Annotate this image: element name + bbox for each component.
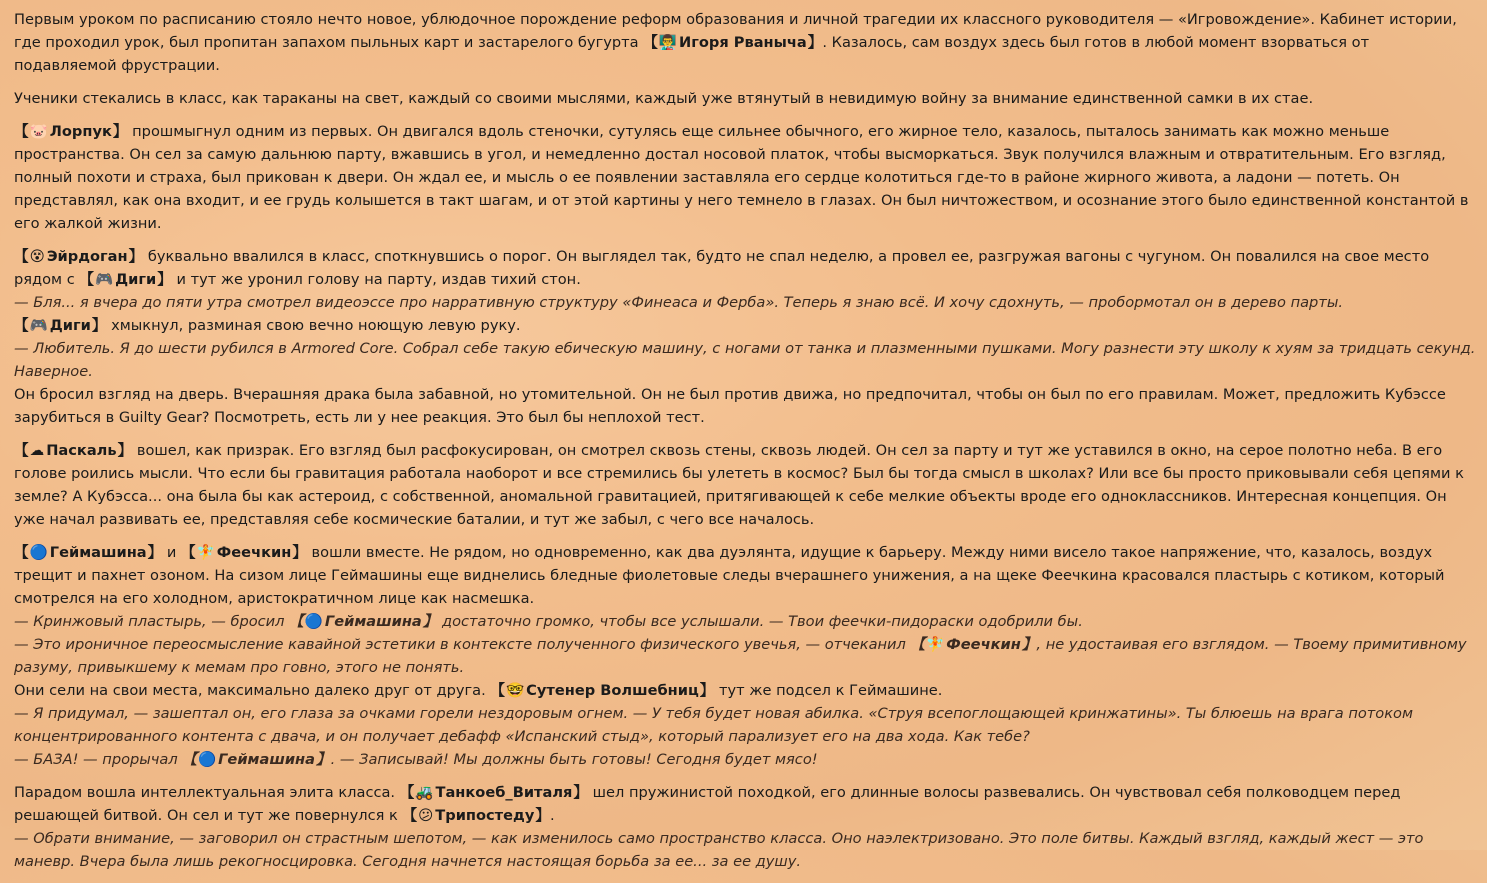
text-run: хмыкнул, разминая свою вечно ноющую левую руку. — [106, 317, 521, 334]
character-name: Диги — [115, 271, 157, 288]
nerd-face-icon: 🤓 — [505, 682, 525, 699]
paragraph — [14, 439, 1476, 531]
bracket-open: 【 — [14, 317, 29, 334]
text-run: Первым уроком по расписанию стояло нечто новое, ублюдочное порождение реформ образования и личной трагедии их классного руководителя — «Игровождение». Кабинет истории, где проходил урок, был пропитан запахом пыльных карт и застарелого бугурта — [14, 11, 1457, 51]
story-text — [14, 8, 1476, 883]
character-name: Геймашина — [49, 544, 147, 561]
character-name: Паскаль — [46, 442, 117, 459]
character-tag — [79, 271, 171, 288]
text-run: — БАЗА! — прорычал — [14, 751, 183, 768]
bracket-close: 】 — [315, 751, 331, 768]
narration-line — [14, 314, 1476, 337]
dialogue-line — [14, 291, 1476, 314]
text-run: . Казалось, сам воздух здесь был готов в любой момент взорваться от подавляемой фрустрации. — [14, 34, 1370, 74]
narration-line — [14, 781, 1476, 827]
character-tag — [181, 544, 307, 561]
paragraph-group — [14, 781, 1476, 873]
text-run: — Кринжовый пластырь, — бросил — [14, 613, 290, 630]
character-tag — [14, 442, 132, 459]
fairy-icon: 🧚 — [196, 544, 215, 561]
character-tag — [14, 317, 106, 334]
bracket-open: 【 — [182, 751, 197, 768]
character-tag — [402, 807, 549, 824]
gamepad-icon: 🎮 — [94, 271, 114, 288]
bracket-open: 【 — [79, 271, 94, 288]
bracket-close: 】 — [292, 544, 307, 561]
bracket-open: 【 — [643, 34, 658, 51]
text-run: , не удостаивая его взглядом. — Твоему примитивному разуму, привыкшему к мемам про говно, этого не понять. — [14, 636, 1467, 676]
character-name: Игоря Рваныча — [679, 34, 807, 51]
text-run: буквально ввалился в класс, споткнувшись о порог. Он выглядел так, будто не спал неделю, а провел ее, разгружая вагоны с чугуном. Он повалился на свое место рядом с — [14, 248, 1430, 288]
tank-icon: 🚜 — [415, 784, 434, 801]
narration-line — [14, 383, 1476, 429]
character-name: Геймашина — [324, 613, 422, 630]
text-run: прошмыгнул одним из первых. Он двигался вдоль стеночки, сутулясь еще сильнее обычного, его жирное тело, казалось, пыталось занимать как можно меньше пространства. Он сел за самую дальнюю парту, вжавшись в угол, и немедленно достал носовой платок, чтобы высморкаться. Звук получился влажным и отвратительным. Его взгляд, полный похоти и страха, был прикован к двери. Он ждал ее, и мысль о ее появлении заставляла его сердце колотиться где-то в районе жирного живота, а ладони — потеть. Он представлял, как она входит, и ее грудь колышется в такт шагам, и от этой картины у него темнело в глазах. Он был ничтожеством, и осознание этого было единственной константой в его жалкой жизни. — [14, 123, 1469, 232]
text-run: — Это ироничное переосмысление кавайной эстетики в контексте полученного физического увечья, — отчеканил — [14, 636, 911, 653]
bracket-close: 】 — [128, 248, 144, 265]
bracket-open: 【 — [910, 636, 926, 653]
text-run: тут же подсел к Геймашине. — [714, 682, 943, 699]
character-name: Лорпук — [49, 123, 112, 140]
blue-circle-icon: 🔵 — [29, 544, 48, 561]
text-run: . — Записывай! Мы должны быть готовы! Сегодня будет мясо! — [330, 751, 818, 768]
bracket-close: 】 — [112, 123, 128, 140]
dizzy-face-icon: 😵 — [29, 248, 45, 265]
bracket-open: 【 — [402, 807, 418, 824]
bracket-open: 【 — [14, 442, 29, 459]
bracket-close: 】 — [699, 682, 715, 699]
character-tag — [289, 613, 437, 630]
text-run: достаточно громко, чтобы все услышали. — Твои феечки-пидораски одобрили бы. — [437, 613, 1083, 630]
bracket-open: 【 — [14, 248, 29, 265]
character-tag — [182, 751, 330, 768]
character-tag — [14, 248, 143, 265]
paragraph-group — [14, 245, 1476, 429]
paragraph-group — [14, 541, 1476, 771]
text-run: шел пружинистой походкой, его длинные волосы развевались. Он чувствовал себя полководцем перед решающей битвой. Он сел и тут же повернулся к — [14, 784, 1401, 824]
bracket-open: 【 — [14, 544, 29, 561]
text-run: и тут же уронил голову на парту, издав тихий стон. — [171, 271, 581, 288]
text-run: Он бросил взгляд на дверь. Вчерашняя драка была забавной, но утомительной. Он не был против движа, но предпочитал, чтобы он был по его правилам. Может, предложить Кубэссе зарубиться в Guilty Gear? Посмотреть, есть ли у нее реакция. Это был бы неплохой тест. — [14, 386, 1446, 426]
bracket-close: 】 — [157, 271, 172, 288]
narration-line — [14, 245, 1476, 291]
dialogue-line — [14, 633, 1476, 679]
bracket-close: 】 — [147, 544, 163, 561]
bracket-close: 】 — [807, 34, 823, 51]
paragraph — [14, 120, 1476, 235]
text-run: Они сели на свои места, максимально далеко друг от друга. — [14, 682, 491, 699]
character-tag — [14, 544, 162, 561]
character-tag — [643, 34, 822, 51]
text-run: — Обрати внимание, — заговорил он страстным шепотом, — как изменилось само пространство класса. Оно наэлектризовано. Это поле битвы. Каждый взгляд, каждый жест — это маневр. Вчера была лишь рекогносцировка. Сегодня начнется настоящая борьба за ее... за ее душу. — [14, 830, 1424, 870]
character-tag — [400, 784, 588, 801]
text-run: и — [162, 544, 182, 561]
character-name: Эйрдоган — [46, 248, 128, 265]
narration-line — [14, 541, 1476, 610]
fairy-icon: 🧚 — [926, 636, 945, 653]
dialogue-line — [14, 827, 1476, 873]
text-run: . — [549, 807, 555, 824]
character-name: Феечкин — [946, 636, 1021, 653]
paragraph — [14, 87, 1476, 110]
blue-circle-icon: 🔵 — [304, 613, 323, 630]
character-name: Трипостеду — [435, 807, 535, 824]
character-tag — [911, 636, 1037, 653]
text-run: вошел, как призрак. Его взгляд был расфокусирован, он смотрел сквозь стены, сквозь людей. Он сел за парту и тут же уставился в окно, на серое полотно неба. В его голове роились мысли. Что если бы гравитация работала наоборот и все стремились бы улететь в космос? Был бы тогда смысл в школах? Или все бы просто приковывали себя цепями к земле? А Кубэсса... она была бы как астероид, с собственной, аномальной гравитацией, притягивающей к себе мелкие объекты вроде его одноклассников. Интересная концепция. Он уже начал развивать ее, представляя себе космические баталии, и тут же забыл, с чего все началось. — [14, 442, 1464, 528]
character-name: Геймашина — [218, 751, 315, 768]
text-run: — Бля... я вчера до пяти утра смотрел видеоэссе про нарративную структуру «Финеаса и Ферба». Теперь я знаю всё. И хочу сдохнуть, — пробормотал он в дерево парты. — [14, 294, 1343, 311]
confused-face-icon: 😕 — [418, 807, 434, 824]
bracket-close: 】 — [117, 442, 133, 459]
blue-circle-icon: 🔵 — [197, 751, 217, 768]
text-run: — Любитель. Я до шести рубился в Armored Core. Собрал себе такую ебическую машину, с ногами от танка и плазменными пушками. Могу разнести эту школу к хуям за тридцать секунд. Наверное. — [14, 340, 1476, 380]
character-name: Танкоеб_Виталя — [435, 784, 573, 801]
bracket-open: 【 — [14, 123, 29, 140]
character-tag — [490, 682, 714, 699]
bracket-open: 【 — [181, 544, 196, 561]
bracket-open: 【 — [490, 682, 505, 699]
dialogue-line — [14, 748, 1476, 771]
text-run: вошли вместе. Не рядом, но одновременно, как два дуэлянта, идущие к барьеру. Между ними висело такое напряжение, что, казалось, воздух трещит и пахнет озоном. На сизом лице Геймашины еще виднелись бледные фиолетовые следы вчерашнего унижения, а на щеке Феечкина красовался пластырь с котиком, который смотрелся на его холодном, аристократичном лице как насмешка. — [14, 544, 1445, 607]
dialogue-line — [14, 702, 1476, 748]
character-name: Диги — [49, 317, 91, 334]
bracket-close: 】 — [535, 807, 550, 824]
bracket-open: 【 — [289, 613, 304, 630]
bracket-open: 【 — [399, 784, 415, 801]
text-run: Ученики стекались в класс, как тараканы на свет, каждый со своими мыслями, каждый уже втянутый в невидимую войну за внимание единственной самки в их стае. — [14, 90, 1314, 107]
bracket-close: 】 — [1021, 636, 1037, 653]
paragraph — [14, 8, 1476, 77]
text-run: — Я придумал, — зашептал он, его глаза за очками горели нездоровым огнем. — У тебя будет новая абилка. «Струя всепоглощающей кринжатины». Ты блюешь на врага потоком концентрированного контента с двача, и он получает дебафф «Испанский стыд», который парализует его на два хода. Как тебе? — [14, 705, 1413, 745]
character-tag — [14, 123, 128, 140]
dialogue-line — [14, 337, 1476, 383]
text-run: Парадом вошла интеллектуальная элита класса. — [14, 784, 400, 801]
dialogue-line — [14, 610, 1476, 633]
narration-line — [14, 679, 1476, 702]
bracket-close: 】 — [91, 317, 107, 334]
character-name: Сутенер Волшебниц — [526, 682, 699, 699]
teacher-icon: 👨‍🏫 — [658, 34, 678, 51]
gamepad-icon: 🎮 — [29, 317, 48, 334]
bracket-close: 】 — [573, 784, 589, 801]
cloud-icon: ☁ — [29, 442, 45, 459]
character-name: Феечкин — [216, 544, 292, 561]
bracket-close: 】 — [422, 613, 438, 630]
pig-icon: 🐷 — [29, 123, 48, 140]
